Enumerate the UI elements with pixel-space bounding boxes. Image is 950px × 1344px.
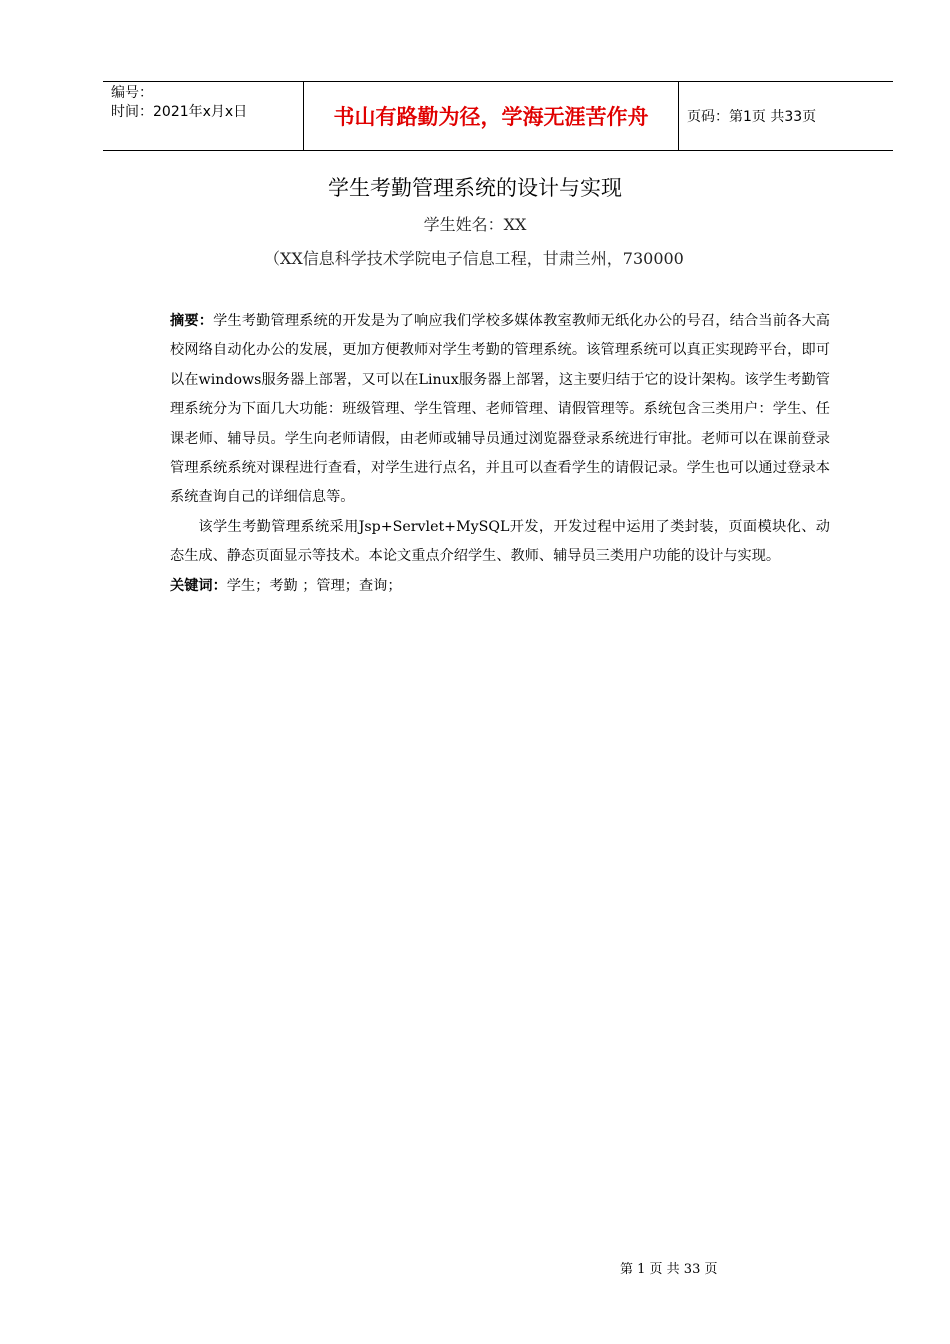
abstract-paragraph-1 — [170, 307, 830, 513]
abstract-paragraph-2: 该学生考勤管理系统采用Jsp+Servlet+MySQL开发，开发过程中运用了类封装，页面模块化、动态生成、静态页面显示等技术。本论文重点介绍学生、教师、辅导员三类用户功能的设计与实现。 — [170, 518, 830, 565]
page-header — [103, 81, 893, 151]
time-label: 时间：2021年x月x日 — [111, 104, 248, 120]
header-page-info: 页码：第1页 共33页 — [687, 109, 817, 125]
abstract-section — [170, 307, 830, 601]
author-line: 学生姓名：XX — [423, 215, 527, 234]
number-label: 编号： — [111, 85, 153, 101]
header-meta — [103, 82, 303, 150]
keywords-label: 关键词： — [170, 577, 227, 594]
paper-title: 学生考勤管理系统的设计与实现 — [328, 176, 622, 200]
abstract-label: 摘要： — [170, 313, 214, 329]
keywords-line — [170, 572, 830, 601]
keywords-text: 学生；考勤 ；管理；查询； — [226, 577, 402, 594]
affiliation-line: （XX信息科学技术学院电子信息工程，甘肃兰州，730000 — [264, 249, 684, 268]
abstract-text-1: 学生考勤管理系统的开发是为了响应我们学校多媒体教室教师无纸化办公的号召，结合当前各大高校网络自动化办公的发展，更加方便教师对学生考勤的管理系统。该管理系统可以真正实现跨平台，即可以在windows服务器上部署，又可以在Linux服务器上部署，这主要归结于它的设计架构。该学生考勤管理系统分为下面几大功能：班级管理、学生管理、老师管理、请假管理等。系统包含三类用户：学生、任课老师、辅导员。学生向老师请假，由老师或辅导员通过浏览器登录系统进行审批。老师可以在课前登录管理系统系统对课程进行查看，对学生进行点名，并且可以查看学生的请假记录。学生也可以通过登录本系统查询自己的详细信息等。 — [170, 313, 830, 506]
page-footer: 第 1 页 共 33 页 — [620, 1262, 718, 1277]
header-motto: 书山有路勤为径，学海无涯苦作舟 — [303, 82, 679, 150]
